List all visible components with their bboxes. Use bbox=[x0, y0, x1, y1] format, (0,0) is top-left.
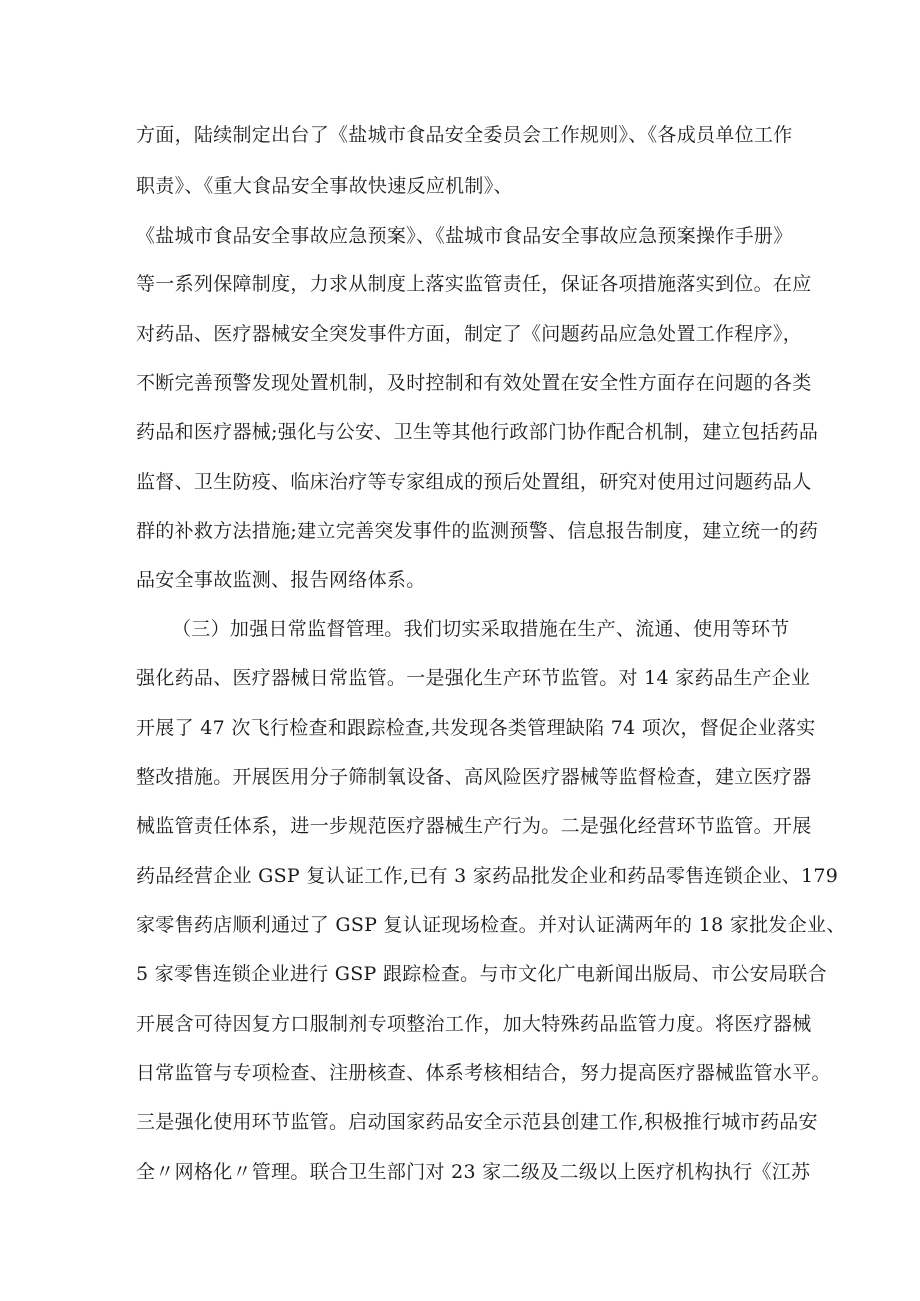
text-line: 药品和医疗器械;强化与公安、卫生等其他行政部门协作配合机制，建立包括药品 bbox=[136, 421, 819, 443]
section-heading-line: （三）加强日常监督管理。我们切实采取措施在生产、流通、使用等环节 bbox=[172, 618, 790, 640]
text-line: 《盐城市食品安全事故应急预案》、《盐城市食品安全事故应急预案操作手册》 bbox=[136, 225, 793, 247]
text-line: 药品经营企业 GSP 复认证工作,已有 3 家药品批发企业和药品零售连锁企业、179 bbox=[136, 865, 839, 887]
text-line: 三是强化使用环节监管。启动国家药品安全示范县创建工作,积极推行城市药品安 bbox=[136, 1111, 818, 1133]
text-line: 监督、卫生防疫、临床治疗等专家组成的预后处置组，研究对使用过问题药品人 bbox=[136, 471, 812, 493]
text-line: 方面，陆续制定出台了《盐城市食品安全委员会工作规则》、《各成员单位工作 bbox=[136, 124, 793, 146]
text-line: 职责》、《重大食品安全事故快速反应机制》、 bbox=[136, 175, 513, 197]
text-line: 家零售药店顺利通过了 GSP 复认证现场检查。并对认证满两年的 18 家批发企业、 bbox=[136, 914, 846, 936]
text-line: 品安全事故监测、报告网络体系。 bbox=[136, 569, 426, 591]
text-line: 日常监管与专项检查、注册核查、体系考核相结合，努力提高医疗器械监管水平。 bbox=[136, 1062, 831, 1084]
text-line: 械监管责任体系，进一步规范医疗器械生产行为。二是强化经营环节监管。开展 bbox=[136, 815, 812, 837]
text-line: 对药品、医疗器械安全突发事件方面，制定了《问题药品应急处置工作程序》， bbox=[136, 323, 803, 345]
text-line: 等一系列保障制度，力求从制度上落实监管责任，保证各项措施落实到位。在应 bbox=[136, 273, 812, 295]
text-line: 开展含可待因复方口服制剂专项整治工作，加大特殊药品监管力度。将医疗器械 bbox=[136, 1013, 812, 1035]
text-line: 群的补救方法措施;建立完善突发事件的监测预警、信息报告制度，建立统一的药 bbox=[136, 520, 819, 542]
text-line: 开展了 47 次飞行检查和跟踪检查,共发现各类管理缺陷 74 项次，督促企业落实 bbox=[136, 717, 816, 739]
text-line: 5 家零售连锁企业进行 GSP 跟踪检查。与市文化广电新闻出版局、市公安局联合 bbox=[136, 963, 827, 985]
text-line: 不断完善预警发现处置机制，及时控制和有效处置在安全性方面存在问题的各类 bbox=[136, 372, 812, 394]
text-line: 全〃网格化〃管理。联合卫生部门对 23 家二级及二级以上医疗机构执行《江苏 bbox=[136, 1161, 811, 1183]
text-line: 强化药品、医疗器械日常监管。一是强化生产环节监管。对 14 家药品生产企业 bbox=[136, 667, 811, 689]
text-line: 整改措施。开展医用分子筛制氧设备、高风险医疗器械等监督检查，建立医疗器 bbox=[136, 766, 812, 788]
